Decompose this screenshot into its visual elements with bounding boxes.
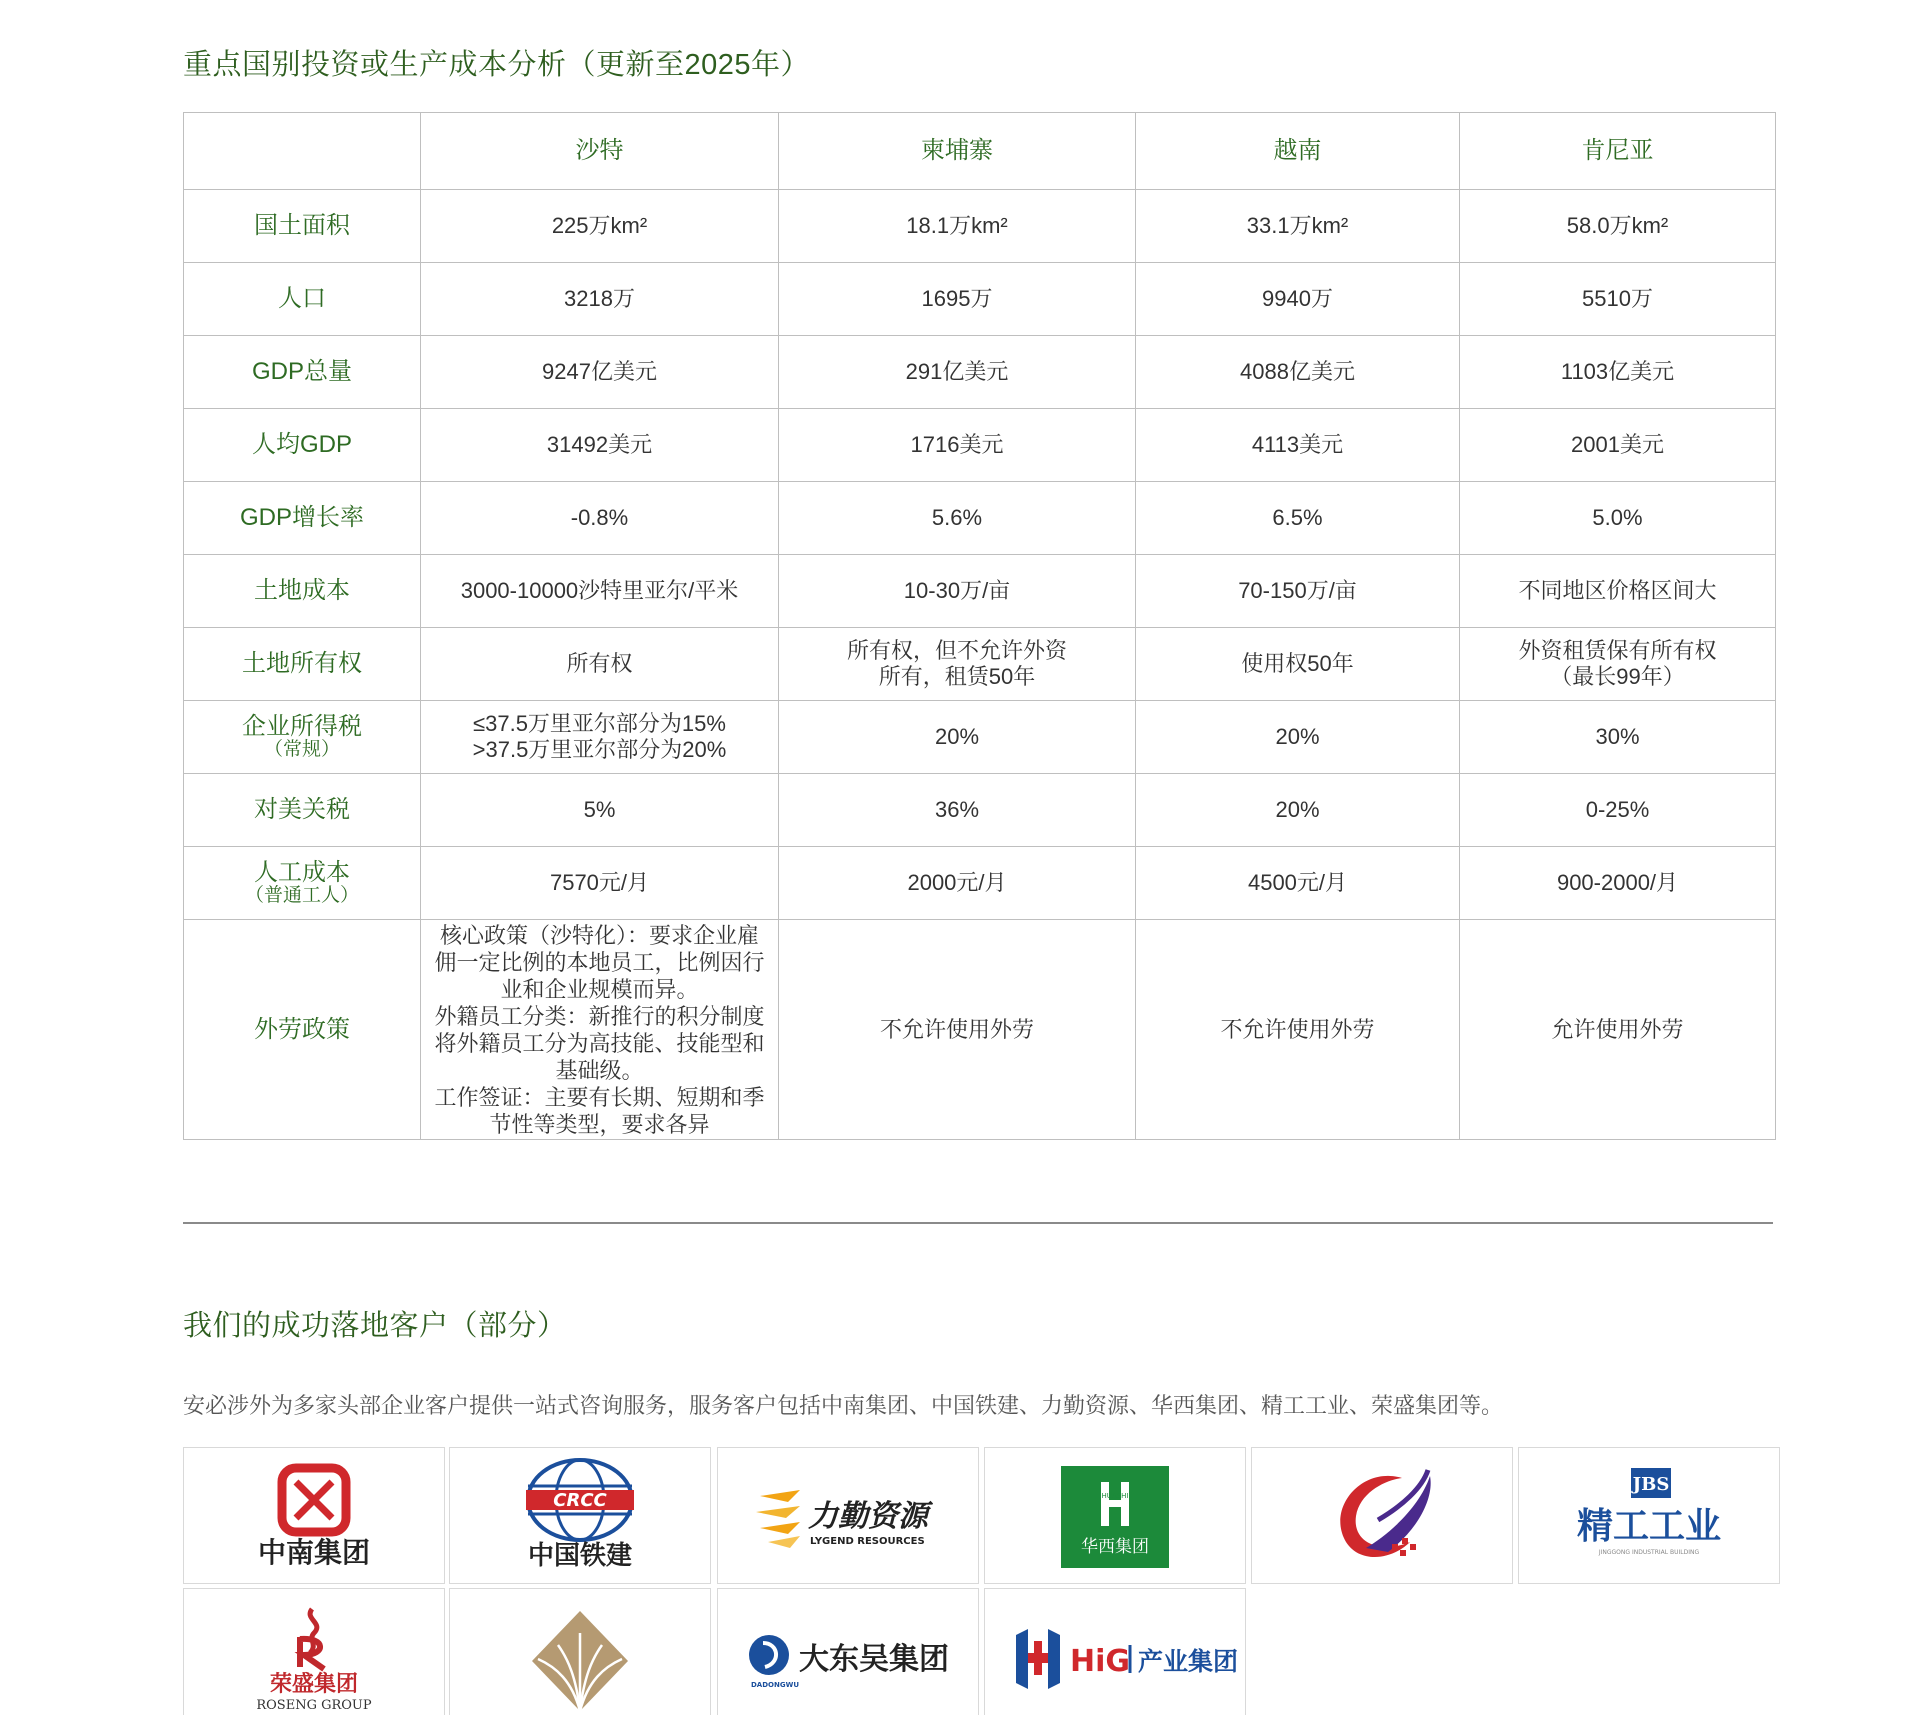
logo-leaf (449, 1588, 711, 1715)
table-row (184, 336, 1776, 409)
policy-saudi-line: 外籍员工分类：新推行的积分制度 (434, 1003, 765, 1029)
row-label (184, 774, 421, 847)
rongsheng-en-text: ROSENG GROUP (256, 1697, 372, 1713)
table-header-row (184, 113, 1776, 190)
rongsheng-logo-icon (214, 1597, 414, 1715)
table-row (184, 555, 1776, 628)
policy-saudi-line: 业和企业规模而异。 (500, 976, 699, 1002)
row-label (184, 336, 421, 409)
table-cell: 7570元/月 (421, 847, 779, 920)
hig-logo-text: 产业集团 (1138, 1646, 1239, 1676)
table-cell: 2000元/月 (779, 847, 1136, 920)
row-label-text: 国土面积 (254, 212, 350, 239)
table-row (184, 263, 1776, 336)
row-label (184, 482, 421, 555)
policy-saudi-line: 基础级。 (555, 1057, 644, 1083)
table-cell: 10-30万/亩 (779, 555, 1136, 628)
table-cell: 30% (1460, 701, 1776, 774)
row-label (184, 701, 421, 774)
row-label-text: 人口 (278, 285, 326, 312)
table-cell: 225万km² (421, 190, 779, 263)
table-row (184, 847, 1776, 920)
table-cell: 1103亿美元 (1460, 336, 1776, 409)
lygend-cn-text: 力勤资源 (808, 1498, 928, 1534)
table-cell: 4088亿美元 (1136, 336, 1460, 409)
table-cell: -0.8% (421, 482, 779, 555)
table-cell: 31492美元 (421, 409, 779, 482)
logo-zhongnan (183, 1447, 445, 1584)
table-cell: 1695万 (779, 263, 1136, 336)
table-cell: 1716美元 (779, 409, 1136, 482)
logo-hig (984, 1588, 1246, 1715)
table-cell: 4113美元 (1136, 409, 1460, 482)
logo-jinggong (1518, 1447, 1780, 1584)
row-label-text: 人均GDP (251, 431, 352, 458)
table-row (184, 190, 1776, 263)
table-cell: 使用权50年 (1136, 628, 1460, 701)
header-saudi: 沙特 (421, 113, 779, 190)
table-cell: 5.6% (779, 482, 1136, 555)
header-vietnam: 越南 (1136, 113, 1460, 190)
table-cell: 所有权，但不允许外资 所有，租赁50年 (779, 628, 1136, 701)
policy-saudi-line: 节性等类型，要求各异 (489, 1111, 710, 1137)
crcc-mark-text: CRCC (553, 1489, 607, 1511)
crcc-logo-text: 中国铁建 (527, 1540, 633, 1571)
table-cell: 58.0万km² (1460, 190, 1776, 263)
cost-comparison-table (183, 112, 1776, 1140)
jinggong-mark-text: JBS (1632, 1473, 1670, 1495)
dadongwu-en-text: DADONGWU (751, 1680, 799, 1689)
row-label (184, 409, 421, 482)
row-label (184, 263, 421, 336)
table-cell: 不同地区价格区间大 (1460, 555, 1776, 628)
table-cell: 4500元/月 (1136, 847, 1460, 920)
row-label-text: 企业所得税 (242, 713, 362, 740)
header-cambodia: 柬埔寨 (779, 113, 1136, 190)
lygend-en-text: LYGEND RESOURCES (810, 1535, 925, 1547)
table-cell: 33.1万km² (1136, 190, 1460, 263)
table-cell: 6.5% (1136, 482, 1460, 555)
table-row-labor-policy (184, 920, 1776, 1140)
table-cell: 36% (779, 774, 1136, 847)
table-cell: 20% (1136, 701, 1460, 774)
row-label-sub: （常规） (263, 739, 340, 760)
row-label-text: GDP总量 (251, 358, 352, 385)
table-cell: 20% (779, 701, 1136, 774)
section-divider (183, 1222, 1773, 1224)
row-label-text: 土地所有权 (242, 650, 362, 677)
table-cell: 3000-10000沙特里亚尔/平米 (421, 555, 779, 628)
table-cell: 70-150万/亩 (1136, 555, 1460, 628)
table-row (184, 774, 1776, 847)
table-cell: 291亿美元 (779, 336, 1136, 409)
logo-lygend (717, 1447, 979, 1584)
table-row (184, 628, 1776, 701)
table-cell: 5510万 (1460, 263, 1776, 336)
logo-swirl (1251, 1447, 1513, 1584)
logo-rongsheng (183, 1588, 445, 1715)
table-cell: 20% (1136, 774, 1460, 847)
logo-dadongwu (717, 1588, 979, 1715)
row-label: 外劳政策 (184, 920, 421, 1140)
row-label (184, 190, 421, 263)
rongsheng-cn-text: 荣盛集团 (269, 1671, 359, 1697)
table-cell: 外资租赁保有所有权 （最长99年） (1460, 628, 1776, 701)
logo-crcc (449, 1447, 711, 1584)
leaf-logo-icon (480, 1597, 680, 1715)
table-cell: 18.1万km² (779, 190, 1136, 263)
policy-cambodia-cell: 不允许使用外劳 (779, 920, 1136, 1140)
row-label (184, 555, 421, 628)
policy-saudi-line: 将外籍员工分为高技能、技能型和 (434, 1030, 765, 1056)
row-label-text: 对美关税 (254, 796, 350, 823)
table-cell: 3218万 (421, 263, 779, 336)
dadongwu-logo-icon (733, 1597, 963, 1715)
table-cell: 900-2000/月 (1460, 847, 1776, 920)
huaxi-logo-icon (1015, 1456, 1215, 1576)
jinggong-en-text: JINGGONG INDUSTRIAL BUILDING (1598, 1548, 1700, 1556)
row-label-text: GDP增长率 (239, 504, 364, 531)
hig-logo-icon (990, 1597, 1240, 1715)
table-row (184, 409, 1776, 482)
table-cell: 0-25% (1460, 774, 1776, 847)
policy-saudi-cell (421, 920, 779, 1140)
section-title-clients: 我们的成功落地客户（部分） (183, 1310, 567, 1342)
table-cell: ≤37.5万里亚尔部分为15% >37.5万里亚尔部分为20% (421, 701, 779, 774)
table-cell: 9940万 (1136, 263, 1460, 336)
huaxi-mark-text: HUASHI (1101, 1491, 1129, 1500)
logo-huaxi (984, 1447, 1246, 1584)
jinggong-logo-text: 精工工业 (1576, 1505, 1722, 1547)
swirl-logo-icon (1282, 1456, 1482, 1576)
table-cell: 5.0% (1460, 482, 1776, 555)
huaxi-logo-text: 华西集团 (1081, 1536, 1149, 1557)
lygend-logo-icon (738, 1456, 958, 1576)
table-cell: 2001美元 (1460, 409, 1776, 482)
policy-saudi-line: 核心政策（沙特化）：要求企业雇 (439, 922, 759, 948)
header-corner (184, 113, 421, 190)
row-label (184, 847, 421, 920)
policy-saudi-line: 工作签证：主要有长期、短期和季 (434, 1084, 765, 1110)
zhongnan-logo-text: 中南集团 (257, 1535, 371, 1569)
hig-mark-text: HiG (1070, 1643, 1131, 1679)
dadongwu-cn-text: 大东吴集团 (799, 1641, 949, 1677)
row-label-text: 土地成本 (254, 577, 350, 604)
jinggong-logo-icon (1539, 1456, 1759, 1576)
table-cell: 所有权 (421, 628, 779, 701)
crcc-logo-icon (480, 1456, 680, 1576)
table-cell: 9247亿美元 (421, 336, 779, 409)
row-label-text: 人工成本 (254, 859, 350, 886)
row-label-sub: （普通工人） (244, 885, 359, 906)
header-kenya: 肯尼亚 (1460, 113, 1776, 190)
table-row (184, 701, 1776, 774)
clients-description: 安必涉外为多家头部企业客户提供一站式咨询服务，服务客户包括中南集团、中国铁建、力勤资源、华西集团、精工工业、荣盛集团等。 (183, 1393, 1504, 1418)
zhongnan-logo-icon (214, 1456, 414, 1576)
policy-saudi-line: 佣一定比例的本地员工，比例因行 (434, 949, 765, 975)
policy-kenya-cell: 允许使用外劳 (1460, 920, 1776, 1140)
row-label (184, 628, 421, 701)
section-title-cost: 重点国别投资或生产成本分析（更新至2025年） (183, 49, 811, 81)
policy-vietnam-cell: 不允许使用外劳 (1136, 920, 1460, 1140)
table-row (184, 482, 1776, 555)
table-cell: 5% (421, 774, 779, 847)
